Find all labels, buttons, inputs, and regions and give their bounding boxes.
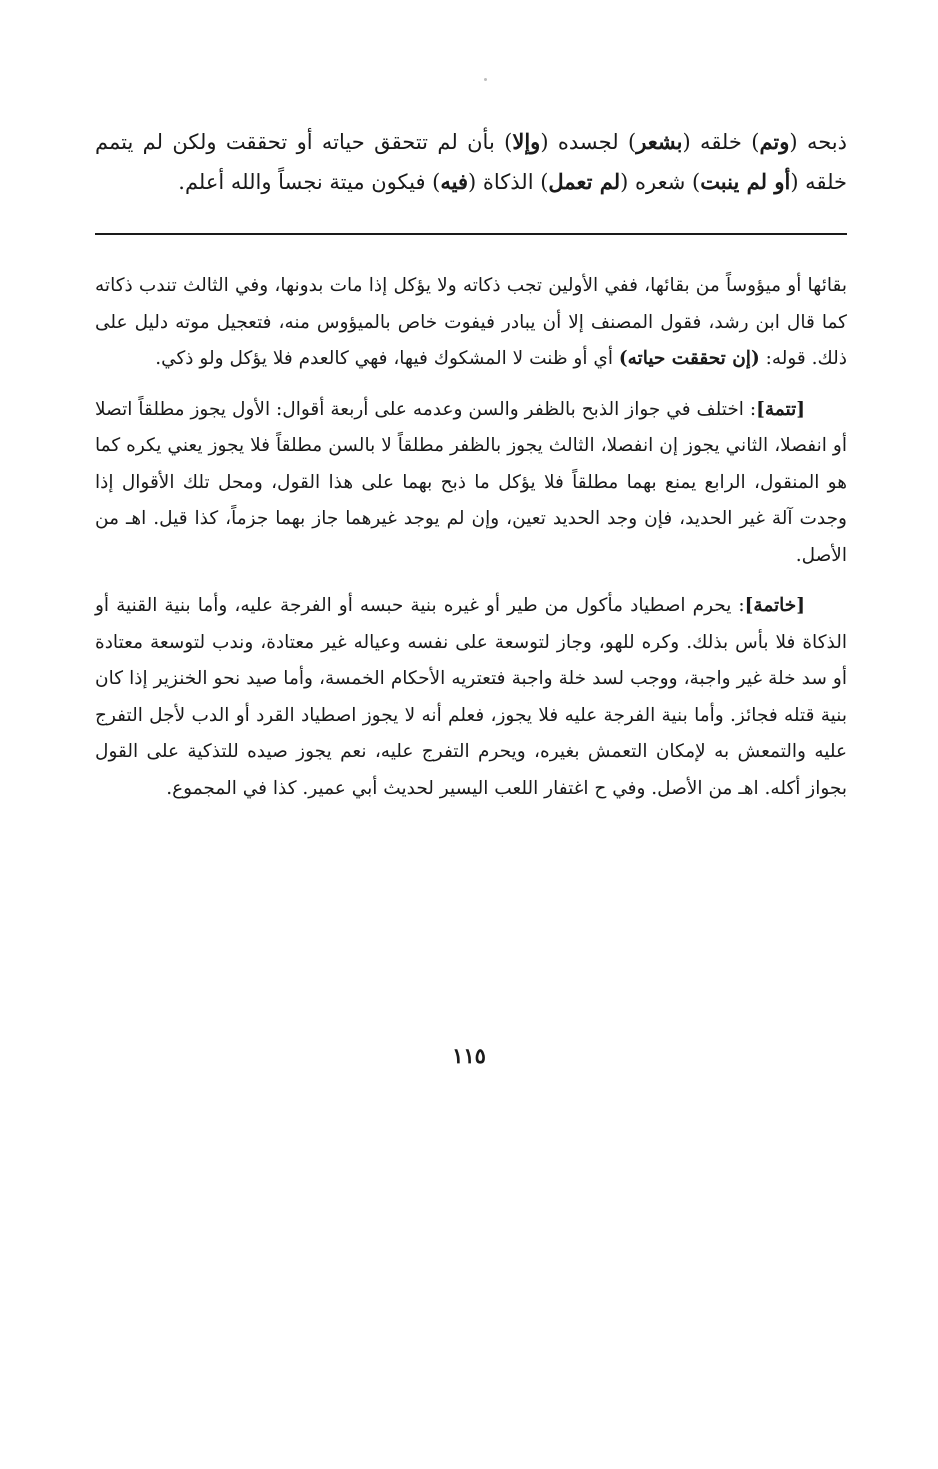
main-text-segment: ) بأن لم تتحقق حياته أو تحققت ولكن لم يتمم خلقه ( xyxy=(95,130,847,194)
scan-speck xyxy=(484,78,487,81)
page-number: ١١٥ xyxy=(452,1043,486,1068)
main-text-segment: ) خلقه ( xyxy=(682,130,760,154)
main-text-segment: ) لجسده ( xyxy=(540,130,637,154)
main-text-segment: ذبحه ( xyxy=(789,130,848,154)
footnote-quote: (إن تحققت حياته) xyxy=(618,348,760,369)
footnote-text: : اختلف في جواز الذبح بالظفر والسن وعدمه على أربعة أقوال: الأول يجوز مطلقاً اتصلا أو انفصلا، الثاني يجوز إن انفصلا، الثالث يجوز بالظفر مطلقاً لا بالسن مطلقاً فلا يجوز يعني يكره كما هو المنقول، الرابع يمنع بهما مطلقاً فلا يؤكل ما ذبح بهما على هذا القول، ومحل تلك الأقوال إذا وجدت آلة غير الحديد، فإن وجد الحديد تعين، وإن لم يوجد غيرهما جاز بهما جزماً، كذا قيل. اهـ من الأصل. xyxy=(95,398,847,566)
main-text-segment: ) شعره ( xyxy=(620,170,701,194)
footnote-separator xyxy=(95,233,847,235)
footnote-label: [تتمة] xyxy=(756,398,805,420)
main-text-keyword: بشعر xyxy=(636,129,683,154)
main-text-keyword: وتم xyxy=(759,129,790,154)
main-text-segment: ) الذكاة ( xyxy=(468,170,549,194)
footnotes xyxy=(95,268,847,821)
footnote-paragraph-tatimma xyxy=(95,392,847,575)
footnote-paragraph-khatima xyxy=(95,588,847,807)
footnote-text: بقائها أو ميؤوساً من بقائها، ففي الأولين تجب ذكاته ولا يؤكل إذا مات بدونها، وفي الثالث تندب ذكاته كما قال ابن رشد، فقول المصنف إلا أن يبادر فيفوت خاص بالميؤوس منه، فتعجيل موته دليل على ذلك. قوله: xyxy=(95,275,847,369)
main-text xyxy=(95,122,847,202)
footnote-text: : يحرم اصطياد مأكول من طير أو غيره بنية حبسه أو الفرجة عليه، وأما بنية القنية أو الذكاة فلا بأس بذلك. وكره للهو، وجاز لتوسعة على نفسه وعياله غير معتادة، وندب لتوسعة معتادة أو سد خلة غير واجبة، ووجب لسد خلة واجبة فتعتريه الأحكام الخمسة، وأما صيد نحو الخنزير إذا كان بنية قتله فجائز. وأما بنية الفرجة عليه فلا يجوز، فعلم أنه لا يجوز اصطياد القرد أو الدب لأجل التفرج عليه والتمعش به لإمكان التعمش بغيره، ويحرم التفرج عليه، نعم يجوز صيده للتذكية على القول بجواز أكله. اهـ من الأصل. وفي ح اغتفار اللعب اليسير لحديث أبي عمير. كذا في المجموع. xyxy=(95,595,847,799)
main-text-keyword: أو لم ينبت xyxy=(700,169,791,194)
footnote-text: أي أو ظنت لا المشكوك فيها، فهي كالعدم فلا يؤكل ولو ذكي. xyxy=(155,348,619,369)
footnote-paragraph xyxy=(95,268,847,378)
footnote-label: [خاتمة] xyxy=(744,595,805,616)
main-text-segment: ) فيكون ميتة نجساً والله أعلم. xyxy=(178,170,441,194)
main-text-keyword: لم تعمل xyxy=(548,169,621,194)
main-text-keyword: فيه xyxy=(440,169,469,194)
main-text-keyword: وإلا xyxy=(512,129,541,154)
